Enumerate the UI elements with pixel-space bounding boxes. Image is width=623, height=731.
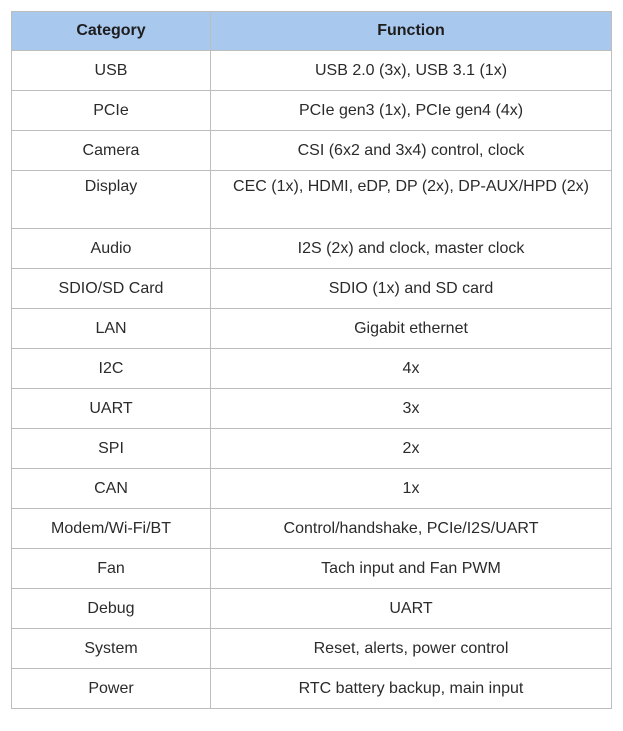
- table-row: [12, 51, 612, 91]
- table-row: [12, 91, 612, 131]
- function-cell: 4x: [211, 349, 612, 389]
- category-cell: USB: [12, 51, 211, 91]
- table-row: [12, 349, 612, 389]
- function-cell: RTC battery backup, main input: [211, 669, 612, 709]
- category-cell: Modem/Wi-Fi/BT: [12, 509, 211, 549]
- function-cell: CSI (6x2 and 3x4) control, clock: [211, 131, 612, 171]
- function-cell: CEC (1x), HDMI, eDP, DP (2x), DP-AUX/HPD (2x): [211, 171, 612, 229]
- category-cell: Display: [12, 171, 211, 229]
- table-header-row: [12, 12, 612, 51]
- category-cell: UART: [12, 389, 211, 429]
- category-cell: SPI: [12, 429, 211, 469]
- table-row: [12, 469, 612, 509]
- category-cell: Fan: [12, 549, 211, 589]
- table-row: [12, 229, 612, 269]
- category-cell: I2C: [12, 349, 211, 389]
- function-cell: 1x: [211, 469, 612, 509]
- category-cell: System: [12, 629, 211, 669]
- table-row: [12, 429, 612, 469]
- table-row: [12, 269, 612, 309]
- table-row: [12, 669, 612, 709]
- function-cell: I2S (2x) and clock, master clock: [211, 229, 612, 269]
- category-cell: CAN: [12, 469, 211, 509]
- function-cell: UART: [211, 589, 612, 629]
- category-cell: LAN: [12, 309, 211, 349]
- table-row: [12, 309, 612, 349]
- function-cell: 2x: [211, 429, 612, 469]
- table-row: [12, 589, 612, 629]
- function-cell: Control/handshake, PCIe/I2S/UART: [211, 509, 612, 549]
- category-cell: Power: [12, 669, 211, 709]
- table-row: [12, 171, 612, 229]
- category-cell: Audio: [12, 229, 211, 269]
- category-cell: PCIe: [12, 91, 211, 131]
- function-cell: Tach input and Fan PWM: [211, 549, 612, 589]
- table-row: [12, 629, 612, 669]
- interface-table: [11, 11, 612, 709]
- table-row: [12, 509, 612, 549]
- function-cell: Reset, alerts, power control: [211, 629, 612, 669]
- category-cell: SDIO/SD Card: [12, 269, 211, 309]
- table-row: [12, 389, 612, 429]
- function-cell: SDIO (1x) and SD card: [211, 269, 612, 309]
- table-row: [12, 549, 612, 589]
- function-cell: 3x: [211, 389, 612, 429]
- category-cell: Camera: [12, 131, 211, 171]
- function-cell: Gigabit ethernet: [211, 309, 612, 349]
- function-cell: USB 2.0 (3x), USB 3.1 (1x): [211, 51, 612, 91]
- table-row: [12, 131, 612, 171]
- category-cell: Debug: [12, 589, 211, 629]
- column-header-category: Category: [12, 12, 211, 51]
- function-cell: PCIe gen3 (1x), PCIe gen4 (4x): [211, 91, 612, 131]
- column-header-function: Function: [211, 12, 612, 51]
